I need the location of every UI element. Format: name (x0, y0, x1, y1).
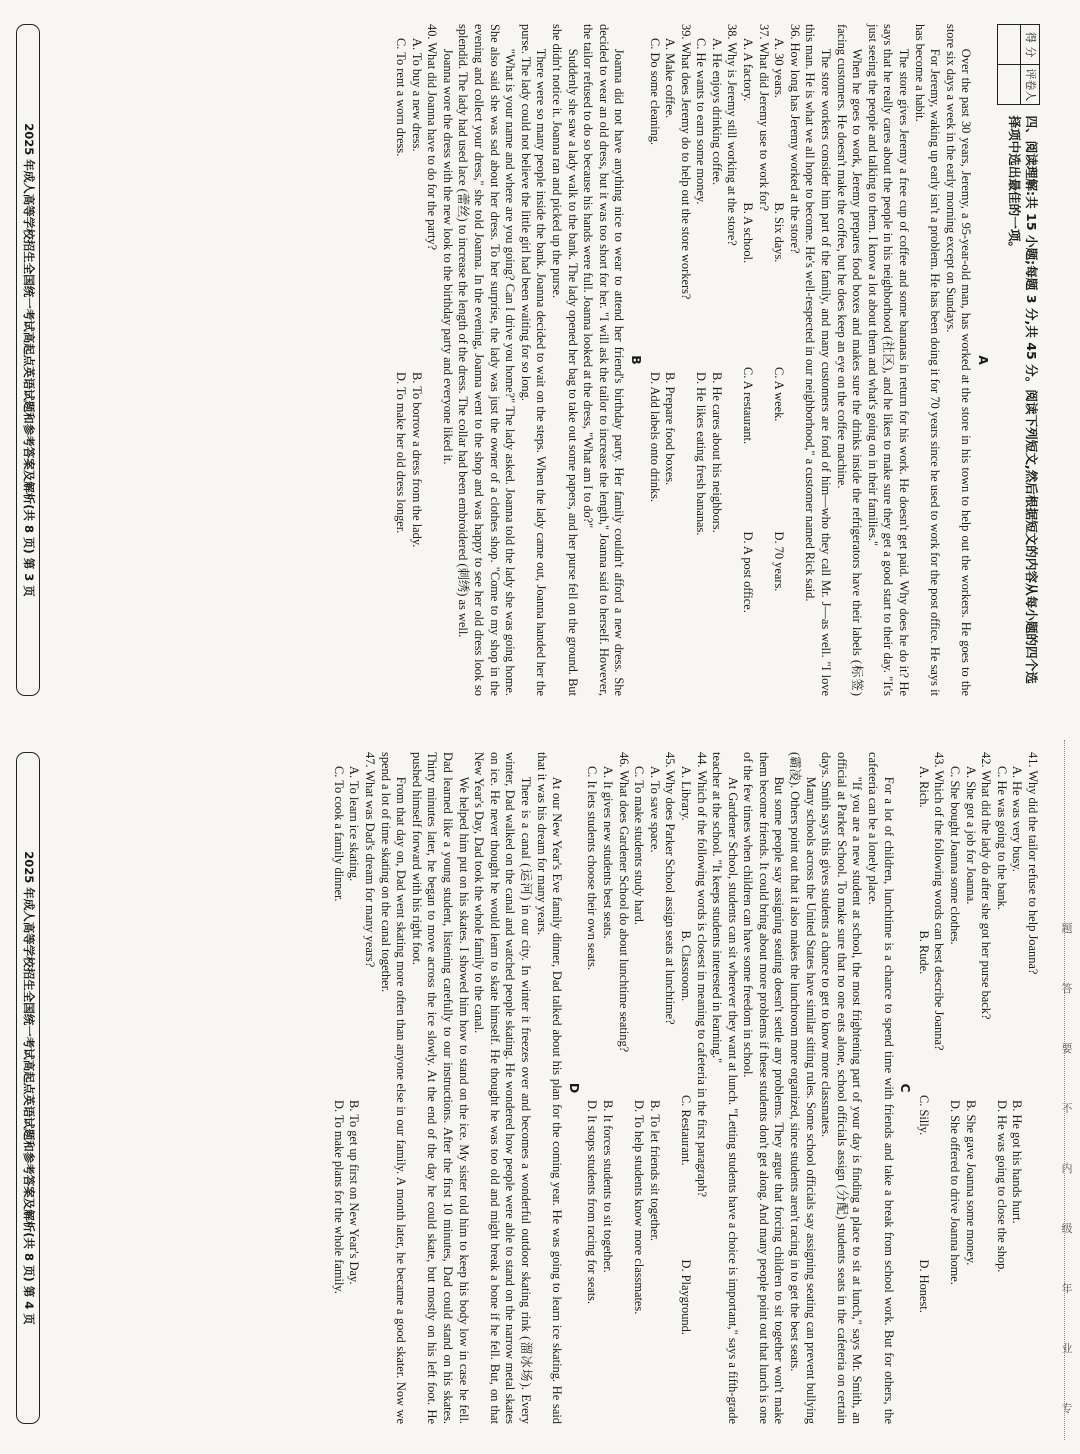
score-table (997, 24, 1040, 105)
option[interactable]: A. She got a job for Joanna. (963, 766, 978, 905)
question: 46. What does Gardener School do about lunchtime seating? (616, 752, 631, 1053)
option[interactable]: A. To learn ice skating. (347, 766, 362, 882)
option[interactable]: C. Do some cleaning. (647, 38, 662, 146)
options (693, 24, 724, 696)
question: 41. Why did the tailor refuse to help Joanna? (1026, 752, 1040, 975)
question: 43. Which of the following words can best describe Joanna? (932, 752, 947, 1051)
option[interactable]: B. Rude. (916, 930, 931, 975)
paragraph: The store gives Jeremy a free cup of coffee and some bananas in return for his work. He doesn't get paid. Why does he do it? He says that he really cares about the people in his neighborhood (社区), and he likes to make sure they get a good start to their day. "It's just seeing the people and talking to them. I know a lot about them and what's going on in their families." (865, 24, 912, 696)
option[interactable]: D. He was going to close the shop. (994, 1100, 1009, 1273)
option[interactable]: B. To get up first on New Year's Day. (347, 1100, 362, 1285)
question: 38. Why is Jeremy still working at the store? (725, 24, 740, 246)
option[interactable]: C. Restaurant. (678, 1095, 693, 1166)
option[interactable]: C. He was going to the bank. (994, 766, 1009, 910)
binding-char: 答 (1061, 982, 1073, 995)
options (330, 752, 361, 1424)
paragraph: At our New Year's Eve family dinner, Dad talked about his plan for the coming year. He was going to learn ice skating. He said that it was his dream for many years. (534, 752, 565, 1424)
question: 44. Which of the following words is closest in meaning to cafeteria in the first paragraph? (694, 752, 709, 1198)
paragraph: But some people say assigning seating doesn't settle any problems. They argue that forcing children to sit together won't make them become friends. It could bring about more problems if these students don't get along. And many people point out that lunch is one of the few times when children can have some freedom in school. (741, 752, 787, 1424)
options (946, 752, 977, 1424)
option[interactable]: B. Prepare food boxes. (663, 372, 678, 486)
paragraph: Over the past 30 years, Jeremy, a 95-year-old man, has worked at the store in his town to help out the workers. He goes to the store six days a week in the early morning except on Sundays. (943, 24, 974, 696)
option[interactable]: C. To rent a worn dress. (394, 38, 409, 157)
question: 42. What did the lady do after she got her purse back? (979, 752, 994, 1020)
option[interactable]: D. 70 years. (772, 531, 787, 592)
paragraph: Joanna wore the dress with the new look to the birthday party and everyone liked it. (440, 48, 455, 465)
binding-char: 年 (1061, 1282, 1073, 1295)
page-footer: 2025 年成人高等学校招生全国统一考试高起点英语试题和参考答案及解析(共 8 页) 第 4 页 (16, 752, 40, 1424)
paragraph: For a lot of children, lunchtime is a chance to spend time with friends and take a break from school work. But for others, the cafeteria can be a lonely place. (866, 752, 896, 1424)
paragraph: Many schools across the United States have similar sitting rules. Some school officials say assigning seating can prevent bullying (霸凌). Others point out that it also makes the lunchroom more organized, since students aren't racing in to get the best seats. (788, 752, 818, 1424)
option[interactable]: A. A factory. (741, 38, 756, 102)
option[interactable]: D. She offered to drive Joanna home. (948, 1100, 963, 1285)
option[interactable]: C. Silly. (916, 1095, 931, 1136)
option[interactable]: B. He cares about his neighbors. (709, 372, 724, 533)
binding-char: 要 (1061, 1042, 1073, 1055)
options (771, 24, 787, 696)
question: 39. What does Jeremy do to help out the store workers? (678, 24, 693, 300)
paragraph: When he goes to work, Jeremy prepares food boxes and makes sure the drinks inside the refrigerators have their labels (标签) facing customers. He doesn't make the coffee, but he does keep an eye on the coffee machine. (834, 24, 865, 696)
passage-letter: A (976, 355, 991, 365)
option[interactable]: A. Rich. (916, 766, 931, 808)
paragraph: "If you are a new student at school, the most frightening part of your day is finding a place to sit at lunch," says Mr. Smith, an official at Parker School. To make sure that no one eats alone, school officials assign (分配) students seats in the cafeteria on certain days. Smith says this gives students a chance to get to know more classmates. (819, 752, 865, 1424)
options (392, 24, 423, 696)
option[interactable]: D. It stops students from racing for seats. (585, 1100, 600, 1305)
question: 37. What did Jeremy use to work for? (756, 24, 771, 211)
option[interactable]: C. A restaurant. (741, 367, 756, 445)
option[interactable]: D. Add labels onto drinks. (647, 372, 662, 503)
option[interactable]: A. Make coffee. (663, 38, 678, 119)
option[interactable]: B. Six days. (772, 202, 787, 263)
option[interactable]: D. Honest. (916, 1259, 931, 1313)
option[interactable]: D. To make her old dress longer. (394, 372, 409, 534)
binding-margin (1058, 0, 1076, 1454)
paragraph: There were so many people inside the bank. Joanna decided to wait on the steps. When the lady came out, Joanna handed her the purse. The lady could not believe the little girl had been waiting for so long. (518, 24, 549, 696)
paragraph: "What is your name and where are you going? Can I drive you home?" The lady asked. Joanna told the lady she was going home. She also said she was sad about her dress. To her surprise, the lady was just the owner of a clothes shop. "Come to my shop in the evening and collect your dress," she told Joanna. In the evening, Joanna went to the shop and was happy to see her old dress look so splendid. The lady had used lace (蕾丝) to increase the length of the dress. The collar had been embroidered (刺绣) as well. (456, 24, 518, 696)
option[interactable]: B. He got his hands hurt. (1010, 1100, 1025, 1224)
options (584, 752, 615, 1424)
option[interactable]: B. To borrow a dress from the lady. (409, 372, 424, 548)
question: 47. What was Dad's dream for many years? (363, 752, 378, 968)
option[interactable]: A. Library. (678, 766, 693, 821)
option[interactable]: B. To let friends sit together. (647, 1100, 662, 1242)
exam-page-3 (10, 10, 1050, 710)
section-header (997, 24, 1040, 696)
options (677, 752, 693, 1424)
section-title: 四、阅读理解:共 15 小题;每题 3 分,共 45 分。阅读下列短文,然后根据短文的内容从每小题的四个选择项中选出最佳的一项。 (1007, 115, 1039, 684)
option[interactable]: D. A post office. (741, 531, 756, 613)
option[interactable]: C. She bought Joanna some clothes. (948, 766, 963, 945)
option[interactable]: D. To make plans for the whole family. (331, 1100, 346, 1294)
grader-header: 评卷人 (1021, 65, 1040, 105)
option[interactable]: D. Playground. (678, 1259, 693, 1335)
options (631, 752, 662, 1424)
option[interactable]: D. To help students know more classmates. (632, 1100, 647, 1315)
passage-letter: C (898, 1083, 914, 1093)
grader-cell[interactable] (998, 65, 1021, 105)
page-footer: 2025 年成人高等学校招生全国统一考试高起点英语试题和参考答案及解析(共 8 页) 第 3 页 (16, 24, 40, 696)
options (915, 752, 931, 1424)
options (740, 24, 756, 696)
score-cell[interactable] (998, 25, 1021, 65)
question: 36. How long has Jeremy worked at the store? (787, 24, 802, 254)
paragraph: We helped him put on his skates. I showed him how to stand on the ice. My sister told him to keep his body low in case he fell. Dad learned like a young student, listening carefully to our instructions. After the first 10 minutes, Dad could stand on his skates. Thirty minutes later, he began to move across the ice slowly. At the end of the day he could skate, but mostly on his left foot. He pushed himself forward with his right foot. (409, 752, 471, 1424)
passage-letter: B (628, 355, 644, 365)
paragraph: There is a canal (运河) in our city. In winter it freezes over and becomes a wonderful outdoor skating rink (溜冰场). Every winter, Dad walked on the canal and watched people skating. He wondered how people were able to stand on the narrow metal skates on ice. He never thought he would learn to skate himself. He thought he was too old and might break a bone if he fell. But, on that New Year's Day, Dad took the whole family to the canal. (472, 752, 533, 1424)
option[interactable]: C. To make students study hard. (632, 766, 647, 925)
binding-char: 内 (1061, 1162, 1073, 1175)
question: 40. What did Joanna have to do for the party? (425, 24, 440, 251)
option[interactable]: C. A week. (772, 367, 787, 422)
options (646, 24, 677, 696)
option[interactable]: C. He wants to earn some money. (694, 38, 709, 205)
option[interactable]: B. A school. (741, 202, 756, 264)
option[interactable]: A. He was very busy. (1010, 766, 1025, 872)
option[interactable]: B. It forces students to sit together. (600, 1100, 615, 1273)
binding-char: 不 (1061, 1102, 1073, 1115)
option[interactable]: A. It gives new students best seats. (600, 766, 615, 939)
option[interactable]: A. 30 years. (772, 38, 787, 98)
option[interactable]: A. To buy a new dress. (409, 38, 424, 152)
question: 45. Why does Parker School assign seats at lunchtime? (663, 752, 678, 1025)
option[interactable]: A. He enjoys drinking coffee. (709, 38, 724, 186)
option[interactable]: B. She gave Joanna some money. (963, 1100, 978, 1266)
options (993, 752, 1024, 1424)
option[interactable]: D. He likes eating fresh bananas. (694, 372, 709, 536)
option[interactable]: B. Classroom. (678, 930, 693, 1002)
binding-char: 业 (1061, 1342, 1073, 1355)
binding-char: 题 (1061, 922, 1073, 935)
binding-char: 专 (1061, 1402, 1073, 1415)
option[interactable]: A. To save space. (647, 766, 662, 853)
exam-page-4 (10, 738, 1050, 1438)
paragraph: Joanna did not have anything nice to wear to attend her friend's birthday party. Her family couldn't afford a new dress. She decided to wear an old dress, but it was too short for her. "I will ask the tailor to increase the length," Joanna said to herself. However, the tailor refused to do so because his hands were full. Joanna looked at the dress, "What am I to do?" (581, 24, 627, 696)
option[interactable]: C. It lets students choose their own seats. (585, 766, 600, 971)
paragraph: At Gardener School, students can sit wherever they want at lunch. "Letting students have a choice is important," says a fifth-grade teacher at the school. "It keeps students interested in learning." (710, 752, 740, 1424)
paragraph: For Jeremy, waking up early isn't a problem. He has been doing it for 70 years since he used to work for the post office. He says it has become a habit. (912, 24, 943, 696)
passage-letter: D (566, 1082, 582, 1094)
score-header: 得 分 (1021, 25, 1040, 65)
binding-char: 级 (1061, 1222, 1073, 1235)
option[interactable]: C. To cook a family dinner. (331, 766, 346, 902)
paragraph: The store workers consider him part of the family, and many customers are fond of him—who they call Mr. J—as well. "I love this man. He is what we all hope to become. He's well-respected in our neighborhood," a customer named Rick said. (803, 24, 834, 696)
paragraph: From that day on, Dad went skating more often than anyone else in our family. A month later, he became a good skater. Now we spend a lot of time skating on the canal together. (378, 752, 409, 1424)
paragraph: Suddenly she saw a lady walk to the bank. The lady opened her bag to take out some papers, and her purse fell on the ground. But she didn't notice it. Joanna ran and picked up the purse. (549, 24, 580, 696)
